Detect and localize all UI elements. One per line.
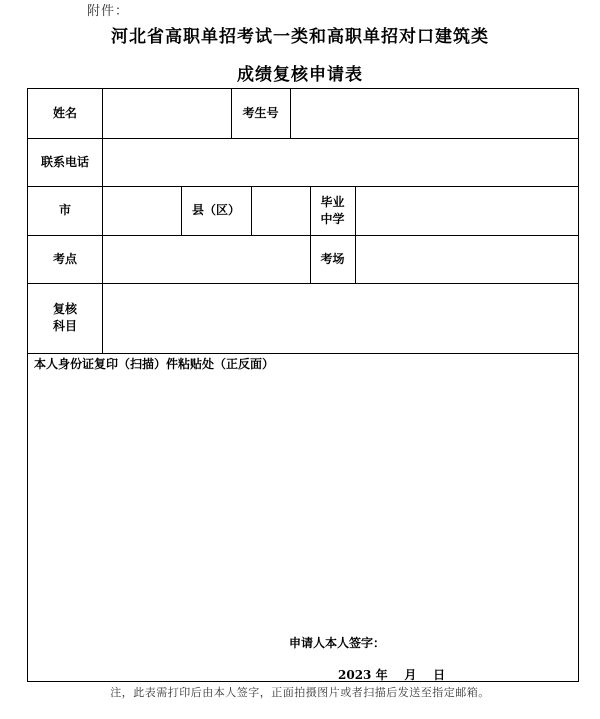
application-form-table [27, 88, 579, 682]
review-subject-field[interactable] [103, 283, 578, 353]
exam-site-label: 考点 [52, 251, 77, 266]
row-divider [28, 353, 578, 354]
exam-room-label: 考场 [320, 251, 345, 266]
county-label: 县（区） [191, 203, 240, 217]
id-copy-area-label: 本人身份证复印（扫描）件粘贴处（正反面） [34, 357, 275, 371]
graduate-school-label-line2: 中学 [320, 211, 345, 226]
city-label: 市 [58, 203, 71, 217]
exam-site-field[interactable] [103, 235, 310, 283]
review-subject-label-line1: 复核 [52, 302, 77, 316]
id-copy-paste-area[interactable] [28, 371, 578, 621]
date-year-unit: 年 [375, 668, 388, 682]
exam-number-field[interactable] [291, 89, 578, 138]
name-label: 姓名 [52, 106, 77, 120]
exam-number-label: 考生号 [242, 106, 279, 120]
footer-note: 注，此表需打印后由本人签字，正面拍摄图片或者扫描后发送至指定邮箱。 [110, 686, 490, 699]
date-month-unit: 月 [404, 668, 417, 682]
date-day-unit: 日 [433, 668, 446, 682]
city-field[interactable] [103, 186, 181, 235]
review-subject-label [28, 283, 102, 353]
graduate-school-label-line1: 毕业 [320, 194, 345, 209]
county-field[interactable] [252, 186, 310, 235]
exam-room-field[interactable] [356, 235, 578, 283]
phone-label: 联系电话 [40, 154, 89, 169]
graduate-school-field[interactable] [356, 186, 578, 235]
form-title-line1: 河北省高职单招考试一类和高职单招对口建筑类 [111, 27, 489, 47]
review-subject-label-line2: 科目 [52, 319, 77, 333]
annex-label: 附件： [87, 4, 130, 19]
signature-date [338, 666, 445, 683]
phone-field[interactable] [103, 138, 578, 186]
name-field[interactable] [103, 89, 231, 138]
date-year: 2023 [338, 668, 372, 682]
graduate-school-label [310, 186, 355, 235]
signature-label: 申请人本人签字： [289, 636, 386, 650]
form-title-line2: 成绩复核申请表 [237, 65, 363, 85]
